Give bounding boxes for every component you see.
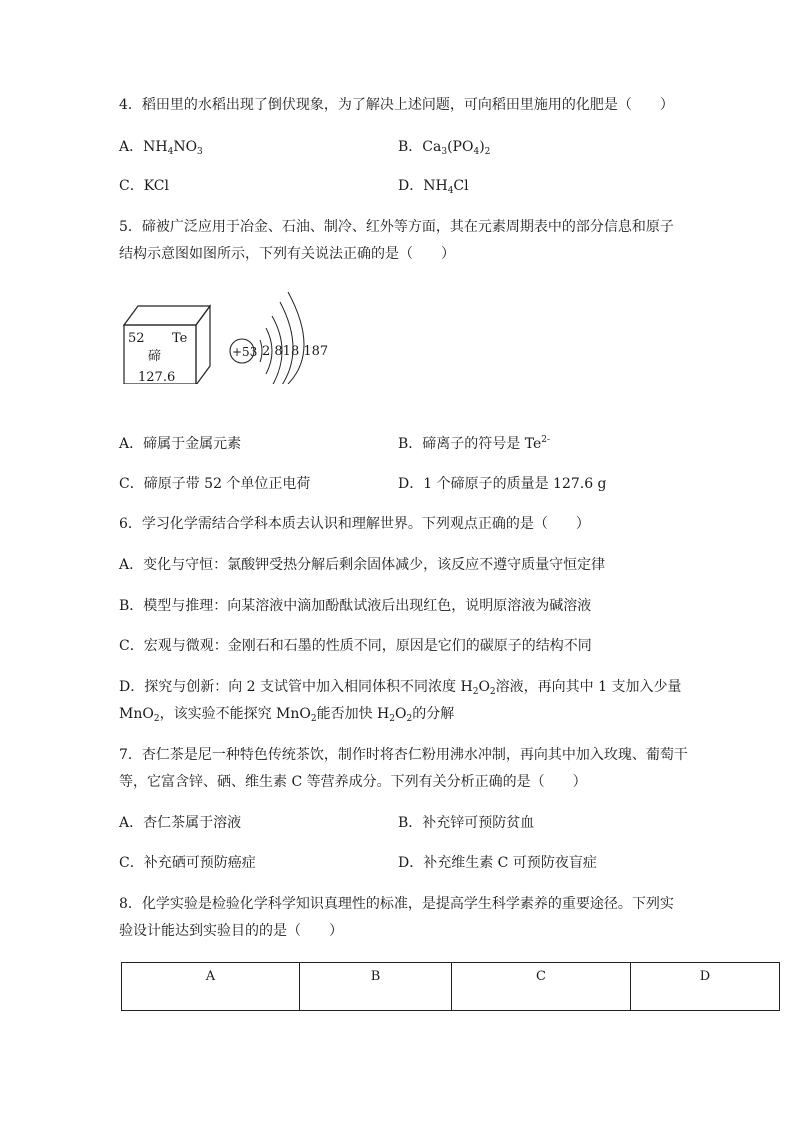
q4-option-c: C．KCl	[119, 178, 169, 194]
q7-stem-line2: 等，它富含锌、硒、维生素 C 等营养成分。下列有关分析正确的是（ ）	[119, 774, 587, 790]
q7-option-c: C．补充硒可预防癌症	[119, 855, 256, 871]
q4-option-a: A．$NH_4NO_3$	[119, 139, 203, 157]
element-symbol: Te	[172, 331, 188, 346]
tellurium-figure	[118, 288, 338, 384]
table-header-a: A	[122, 963, 300, 1011]
q5-stem-line1: 5．碲被广泛应用于冶金、石油、制冷、红外等方面，其在元素周期表中的部分信息和原子	[119, 219, 674, 235]
q7-option-d: D．补充维生素 C 可预防夜盲症	[398, 855, 597, 871]
nucleus-charge: +53	[232, 345, 258, 359]
q5-option-c: C．碲原子带 52 个单位正电荷	[119, 476, 311, 492]
table-header-c: C	[452, 963, 631, 1011]
q8-stem-line1: 8．化学实验是检验化学科学知识真理性的标准，是提高学生科学素养的重要途径。下列实	[119, 896, 674, 912]
q7-option-b: B．补充锌可预防贫血	[398, 815, 535, 831]
q5-option-d: D．1 个碲原子的质量是 127.6 g	[398, 476, 607, 492]
element-name: 碲	[148, 349, 162, 364]
q5-option-b: B．碲离子的符号是 $Te^{2-}$	[398, 435, 551, 452]
q6-option-d-line2: MnO$_2$，该实验不能探究 MnO$_2$能否加快 $H_2O_2$的分解	[119, 706, 455, 724]
electron-shells: 2 818 187	[262, 344, 329, 359]
q4-stem: 4．稻田里的水稻出现了倒伏现象，为了解决上述问题，可向稻田里施用的化肥是（ ）	[119, 97, 674, 113]
q4-option-b: B．$Ca_3(PO_4)_2$	[398, 139, 491, 157]
table-header-d: D	[631, 963, 780, 1011]
q8-options-table	[121, 962, 780, 1011]
q5-option-a: A．碲属于金属元素	[119, 436, 242, 452]
q5-stem-line2: 结构示意图如图所示，下列有关说法正确的是（ ）	[119, 246, 455, 262]
q8-stem-line2: 验设计能达到实验目的的是（ ）	[119, 923, 343, 939]
q7-option-a: A．杏仁茶属于溶液	[119, 815, 242, 831]
q4-option-d: D．$NH_4Cl$	[398, 178, 469, 196]
q6-option-b: B．模型与推理：向某溶液中滴加酚酞试液后出现红色，说明原溶液为碱溶液	[119, 598, 592, 614]
table-header-row	[122, 963, 780, 1011]
q6-option-c: C．宏观与微观：金刚石和石墨的性质不同，原因是它们的碳原子的结构不同	[119, 638, 592, 654]
q6-option-a: A．变化与守恒：氯酸钾受热分解后剩余固体减少，该反应不遵守质量守恒定律	[119, 557, 606, 573]
q6-option-d-line1: D．探究与创新：向 2 支试管中加入相同体积不同浓度 $H_2O_2$溶液，再向其中 1 支加入少量	[119, 679, 682, 697]
atomic-number: 52	[128, 331, 145, 346]
q6-stem: 6．学习化学需结合学科本质去认识和理解世界。下列观点正确的是（ ）	[119, 516, 590, 532]
atomic-mass: 127.6	[138, 370, 176, 385]
q7-stem-line1: 7．杏仁茶是尼一种特色传统茶饮，制作时将杏仁粉用沸水冲制，再向其中加入玫瑰、葡萄干	[119, 747, 688, 763]
table-header-b: B	[300, 963, 452, 1011]
